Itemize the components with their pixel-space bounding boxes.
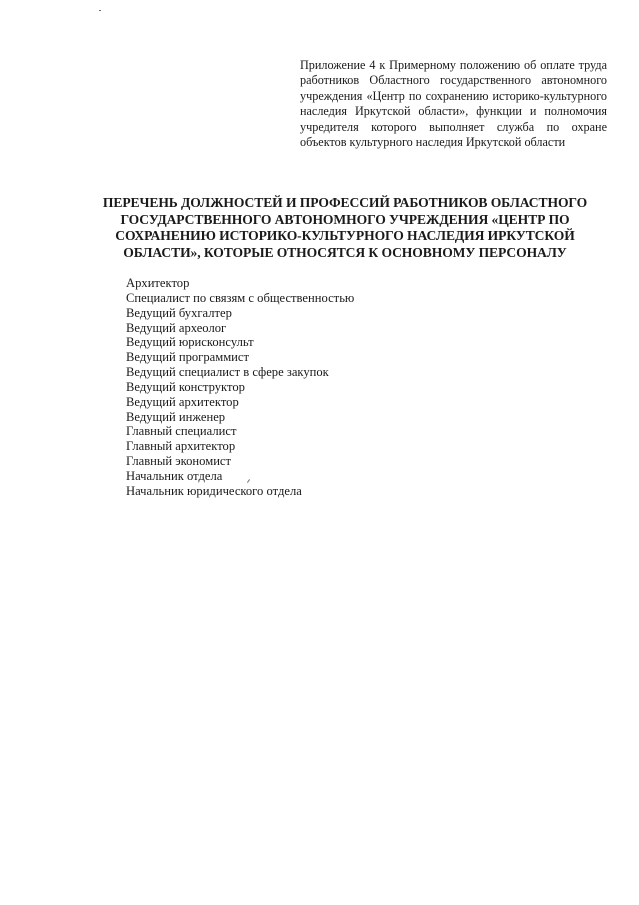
scan-speck bbox=[99, 10, 101, 11]
position-item: Специалист по связям с общественностью bbox=[126, 290, 355, 305]
position-item: Ведущий конструктор bbox=[126, 379, 245, 394]
position-item: Ведущий программист bbox=[126, 350, 250, 365]
position-item: Ведущий специалист в сфере закупок bbox=[126, 365, 329, 380]
position-item: Ведущий инженер bbox=[126, 409, 226, 424]
position-item: Ведущий археолог bbox=[126, 320, 227, 335]
position-item: Главный экономист bbox=[126, 454, 232, 469]
position-item: Главный архитектор bbox=[126, 439, 236, 454]
position-item: Архитектор bbox=[126, 276, 190, 290]
positions-list bbox=[126, 276, 354, 499]
position-item: Начальник отдела bbox=[126, 468, 223, 483]
position-item: Ведущий юрисконсульт bbox=[126, 335, 254, 350]
document-title: ПЕРЕЧЕНЬ ДОЛЖНОСТЕЙ И ПРОФЕССИЙ РАБОТНИКОВ ОБЛАСТНОГО ГОСУДАРСТВЕННОГО АВТОНОМНОГО УЧРЕЖДЕНИЯ «ЦЕНТР ПО СОХРАНЕНИЮ ИСТОРИКО-КУЛЬТУРНОГО НАСЛЕДИЯ ИРКУТСКОЙ ОБЛАСТИ», КОТОРЫЕ ОТНОСЯТСЯ К ОСНОВНОМУ ПЕРСОНАЛУ bbox=[102, 195, 588, 260]
position-item: Ведущий архитектор bbox=[126, 394, 239, 409]
position-item: Главный специалист bbox=[126, 424, 237, 439]
position-item: Ведущий бухгалтер bbox=[126, 305, 232, 320]
position-item: Начальник юридического отдела bbox=[126, 483, 302, 498]
appendix-note: Приложение 4 к Примерному положению об оплате труда работников Областного государственного автономного учреждения «Центр по сохранению историко-культурного наследия Иркутской области», функции и полномочия учредителя которого выполняет служба по охране объектов культурного наследия Иркутской области bbox=[300, 58, 607, 150]
